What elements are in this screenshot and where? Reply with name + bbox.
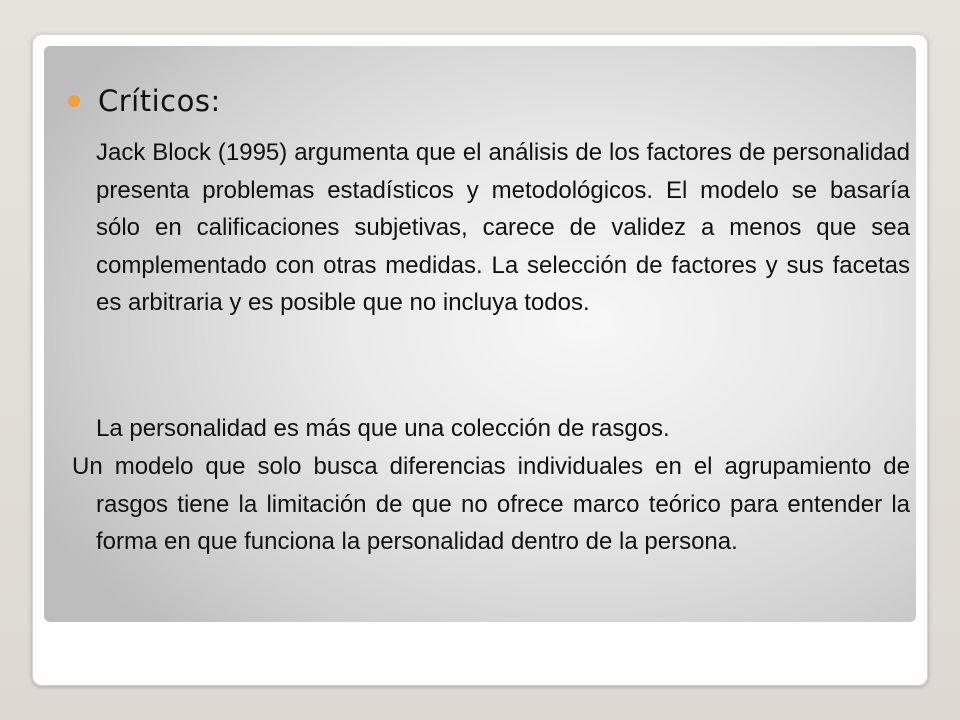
paragraph-block-criticism: Jack Block (1995) argumenta que el análisis de los factores de personalidad presenta problemas estadísticos y metodológicos. El modelo se basaría sólo en calificaciones subjetivas, carece de validez a menos que sea complementado con otras medidas. La selección de factores y sus facetas es arbitraria y es posible que no incluya todos. (96, 139, 910, 316)
bullet-dot-icon (68, 95, 80, 107)
slide-heading (68, 84, 221, 118)
paragraph-personality-statement: La personalidad es más que una colección de rasgos. (96, 415, 670, 442)
paragraph-model-limitation: Un modelo que solo busca diferencias individuales en el agrupamiento de rasgos tiene la limitación de que no ofrece marco teórico para entender la forma en que funciona la personalidad dentro de la persona. (72, 453, 910, 555)
heading-text: Críticos: (98, 84, 221, 118)
